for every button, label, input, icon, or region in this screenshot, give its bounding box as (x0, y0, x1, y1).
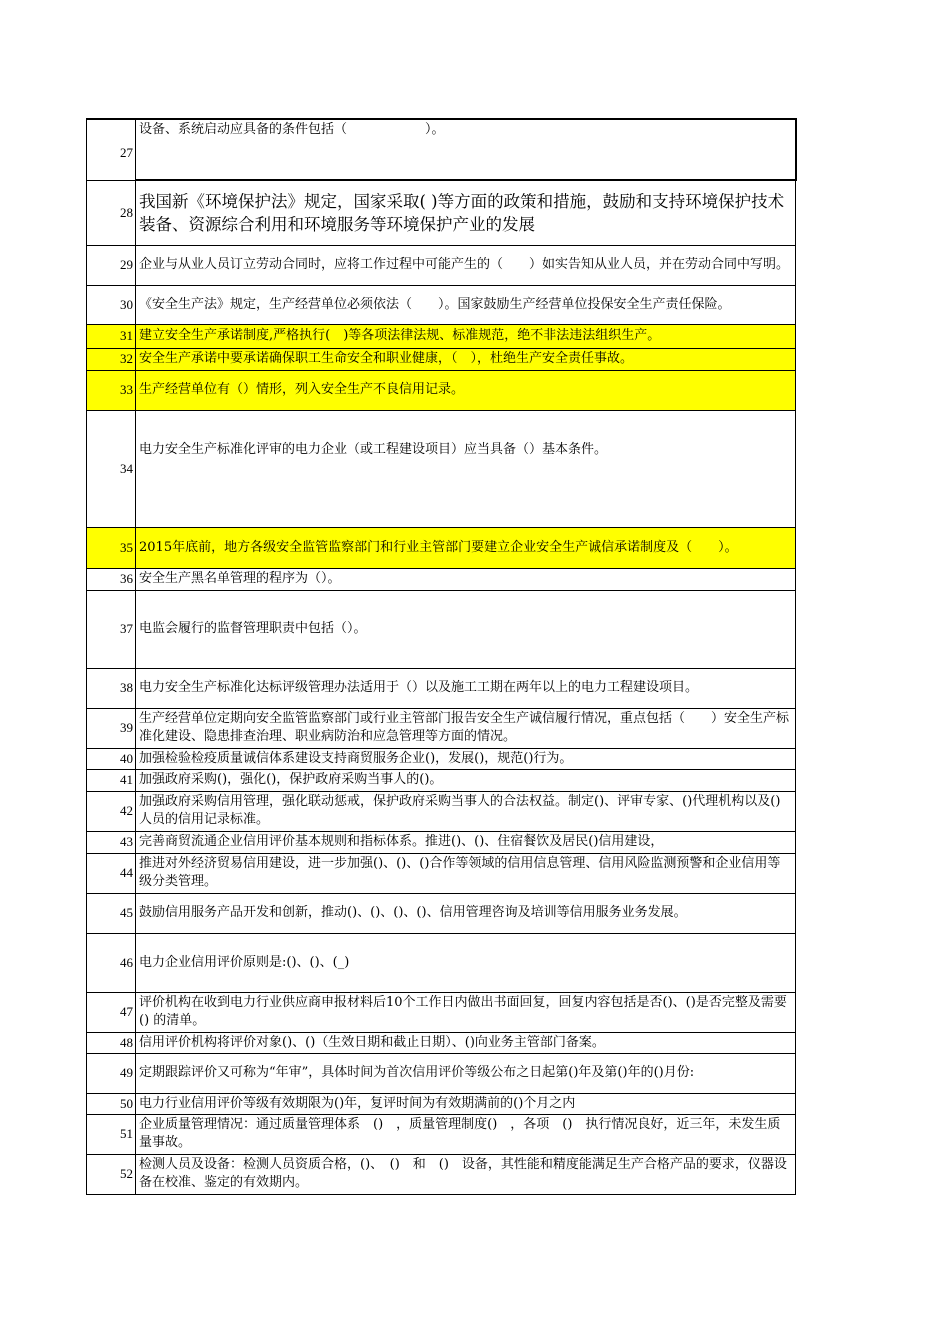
table-row (87, 748, 796, 769)
row-number[interactable]: 49 (87, 1053, 136, 1093)
question-text[interactable]: 电力安全生产标准化评审的电力企业（或工程建设项目）应当具备（）基本条件。 (136, 410, 796, 527)
table-row (87, 410, 796, 527)
question-text[interactable]: 定期跟踪评价又可称为“年审”，具体时间为首次信用评价等级公布之日起第()年及第()年的()月份: (136, 1053, 796, 1093)
table-row (87, 668, 796, 708)
table-row (87, 831, 796, 853)
question-text[interactable]: 《安全生产法》规定，生产经营单位必须依法（ ）。国家鼓励生产经营单位投保安全生产责任保险。 (136, 285, 796, 324)
question-text[interactable]: 推进对外经济贸易信用建设，进一步加强()、()、()合作等领域的信用信息管理、信用风险监测预警和企业信用等级分类管理。 (136, 853, 796, 893)
row-number[interactable]: 51 (87, 1114, 136, 1154)
row-number[interactable]: 50 (87, 1093, 136, 1114)
question-text[interactable]: 电力行业信用评价等级有效期限为()年，复评时间为有效期满前的()个月之内 (136, 1093, 796, 1114)
row-number[interactable]: 34 (87, 410, 136, 527)
row-number[interactable]: 28 (87, 180, 136, 245)
row-number[interactable]: 35 (87, 527, 136, 568)
question-text[interactable]: 电监会履行的监督管理职责中包括（）。 (136, 590, 796, 668)
table-row (87, 992, 796, 1032)
table-row (87, 590, 796, 668)
table-row (87, 853, 796, 893)
table-row (87, 933, 796, 992)
table-row (87, 1093, 796, 1114)
row-number[interactable]: 36 (87, 568, 136, 590)
row-number[interactable]: 43 (87, 831, 136, 853)
table-row (87, 791, 796, 831)
row-number[interactable]: 29 (87, 245, 136, 285)
table-row (87, 348, 796, 370)
row-number[interactable]: 41 (87, 769, 136, 791)
question-text[interactable]: 生产经营单位有（）情形，列入安全生产不良信用记录。 (136, 370, 796, 410)
table-row (87, 893, 796, 933)
question-text[interactable]: 安全生产黑名单管理的程序为（）。 (136, 568, 796, 590)
table-row (87, 245, 796, 285)
question-text[interactable]: 2015年底前，地方各级安全监管监察部门和行业主管部门要建立企业安全生产诚信承诺制度及（ ）。 (136, 527, 796, 568)
question-text[interactable]: 电力安全生产标准化达标评级管理办法适用于（）以及施工工期在两年以上的电力工程建设项目。 (136, 668, 796, 708)
question-text[interactable]: 安全生产承诺中要承诺确保职工生命安全和职业健康，（ ），杜绝生产安全责任事故。 (136, 348, 796, 370)
row-number[interactable]: 48 (87, 1032, 136, 1053)
table-row (87, 370, 796, 410)
question-text[interactable]: 企业质量管理情况：通过质量管理体系 () ，质量管理制度() ，各项 () 执行情况良好，近三年，未发生质量事故。 (136, 1114, 796, 1154)
question-text[interactable]: 生产经营单位定期向安全监管监察部门或行业主管部门报告安全生产诚信履行情况，重点包括（ ）安全生产标准化建设、隐患排查治理、职业病防治和应急管理等方面的情况。 (136, 708, 796, 748)
question-text[interactable]: 我国新《环境保护法》规定，国家采取( )等方面的政策和措施，鼓励和支持环境保护技术装备、资源综合利用和环境服务等环境保护产业的发展 (136, 180, 796, 245)
table-row (87, 527, 796, 568)
row-number[interactable]: 44 (87, 853, 136, 893)
row-number[interactable]: 30 (87, 285, 136, 324)
row-number[interactable]: 31 (87, 324, 136, 348)
question-text[interactable]: 电力企业信用评价原则是:()、()、(_) (136, 933, 796, 992)
table-row (87, 180, 796, 245)
table-row (87, 1114, 796, 1154)
question-text[interactable]: 加强检验检疫质量诚信体系建设支持商贸服务企业()，发展()，规范()行为。 (136, 748, 796, 769)
table-row (87, 708, 796, 748)
question-text[interactable]: 检测人员及设备：检测人员资质合格，()、 () 和 () 设备，其性能和精度能满足生产合格产品的要求，仪器设备在校准、鉴定的有效期内。 (136, 1154, 796, 1194)
table-row (87, 285, 796, 324)
table-row (87, 1032, 796, 1053)
question-text[interactable]: 信用评价机构将评价对象()、()（生效日期和截止日期）、()向业务主管部门备案。 (136, 1032, 796, 1053)
row-number[interactable]: 39 (87, 708, 136, 748)
row-number[interactable]: 32 (87, 348, 136, 370)
row-number[interactable]: 40 (87, 748, 136, 769)
row-number[interactable]: 37 (87, 590, 136, 668)
question-text[interactable]: 完善商贸流通企业信用评价基本规则和指标体系。推进()、()、住宿餐饮及居民()信用建设， (136, 831, 796, 853)
table-row (87, 568, 796, 590)
table-row (87, 119, 796, 180)
question-text[interactable]: 建立安全生产承诺制度,严格执行( )等各项法律法规、标准规范，绝不非法违法组织生产。 (136, 324, 796, 348)
row-number[interactable]: 46 (87, 933, 136, 992)
row-number[interactable]: 42 (87, 791, 136, 831)
row-number[interactable]: 47 (87, 992, 136, 1032)
question-text[interactable]: 企业与从业人员订立劳动合同时，应将工作过程中可能产生的（ ）如实告知从业人员，并在劳动合同中写明。 (136, 245, 796, 285)
table-row (87, 1053, 796, 1093)
question-text[interactable]: 设备、系统启动应具备的条件包括（ ）。 (136, 119, 796, 180)
row-number[interactable]: 27 (87, 119, 136, 180)
question-text[interactable]: 鼓励信用服务产品开发和创新，推动()、()、()、()、信用管理咨询及培训等信用服务业务发展。 (136, 893, 796, 933)
table-row (87, 324, 796, 348)
table-row (87, 1154, 796, 1194)
row-number[interactable]: 52 (87, 1154, 136, 1194)
row-number[interactable]: 33 (87, 370, 136, 410)
table-row (87, 769, 796, 791)
row-number[interactable]: 45 (87, 893, 136, 933)
row-number[interactable]: 38 (87, 668, 136, 708)
question-text[interactable]: 加强政府采购信用管理，强化联动惩戒，保护政府采购当事人的合法权益。制定()、评审专家、()代理机构以及()人员的信用记录标准。 (136, 791, 796, 831)
question-table (86, 118, 797, 1195)
question-text[interactable]: 加强政府采购()，强化()，保护政府采购当事人的()。 (136, 769, 796, 791)
question-text[interactable]: 评价机构在收到电力行业供应商申报材料后10个工作日内做出书面回复，回复内容包括是否()、()是否完整及需要() 的清单。 (136, 992, 796, 1032)
